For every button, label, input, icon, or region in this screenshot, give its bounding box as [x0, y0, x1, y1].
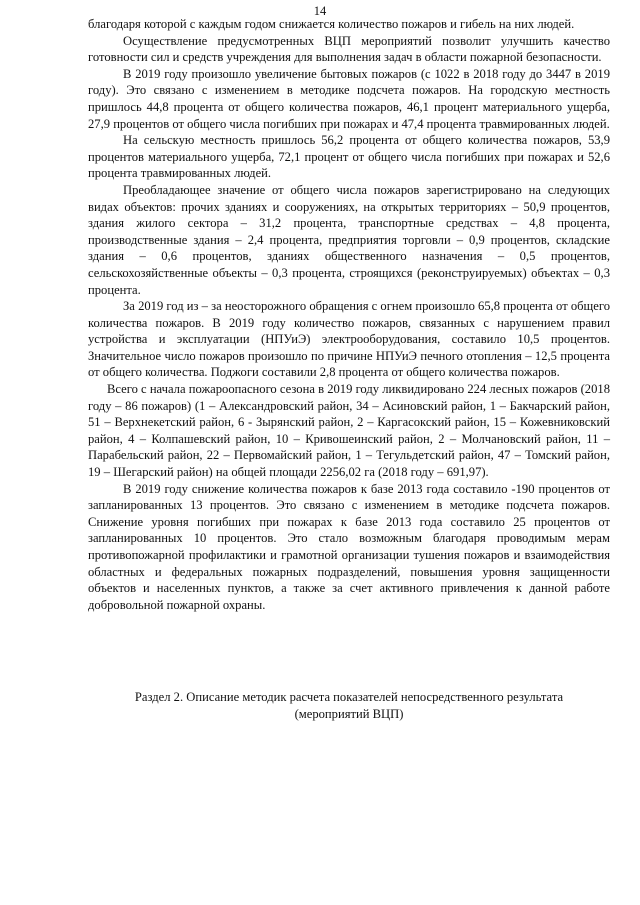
- paragraph-continuation: благодаря которой с каждым годом снижается количество пожаров и гибель на них людей.: [88, 17, 575, 31]
- paragraph-object-types: Преобладающее значение от общего числа пожаров зарегистрировано на следующих видах объектов: прочих зданиях и сооружениях, на открытых территориях – 50,9 процентов, здания жилого сектора – 31,2 процента, транспортные средствах – 4,8 процента, производственные здания – 2,4 процента, предприятия торговли – 0,9 процентов, складские здания – 0,6 процентов, зданиях общественного назначения – 0,5 процентов, сельскохозяйственные объекты – 0,3 процента, строящихся (реконструируемых) объектах – 0,3 процента.: [88, 182, 610, 297]
- body-text: [88, 16, 610, 613]
- paragraph-vcp-measures: Осуществление предусмотренных ВЦП мероприятий позволит улучшить качество готовности сил и средств учреждения для выполнения задач в области пожарной безопасности.: [88, 33, 610, 65]
- page-number: 14: [313, 4, 327, 18]
- paragraph-household-fires: В 2019 году произошло увеличение бытовых пожаров (с 1022 в 2018 году до 3447 в 2019 году). Это связано с изменением в методике подсчета пожаров. На городскую местность пришлось 44,8 процента от общего количества пожаров, 46,1 процент материального ущерба, 27,9 процентов от общего числа погибших при пожарах и 47,4 процента травмированных людей.: [88, 66, 610, 131]
- paragraph-rural-fires: На сельскую местность пришлось 56,2 процента от общего количества пожаров, 53,9 процентов материального ущерба, 72,1 процент от общего числа погибших при пожарах и 52,6 процента травмированных людей.: [88, 133, 610, 181]
- paragraph-fire-causes: За 2019 год из – за неосторожного обращения с огнем произошло 65,8 процента от общего количества пожаров. В 2019 году количество пожаров, связанных с нарушением правил устройства и эксплуатации (НПУиЭ) электрооборудования, составило 10,5 процентов. Значительное число пожаров произошло по причине НПУиЭ печного отопления – 12,5 процента от общего количества. Поджоги составили 2,8 процента от общего количества пожаров.: [88, 299, 610, 380]
- paragraph-reduction-results: В 2019 году снижение количества пожаров к базе 2013 года составило -190 процентов от запланированных 13 процентов. Это связано с изменением в методике подсчета пожаров. Снижение уровня погибших при пожарах к базе 2013 года составило 25 процентов от запланированных 10 процентов. Это стало возможным благодаря проводимым мерам противопожарной профилактики и грамотной организации тушения пожаров и взаимодействия областных и федеральных пожарных подразделений, повышения уровня защищенности объектов и населенных пунктов, а также за счет активного привлечения к данной работе добровольной пожарной охраны.: [88, 481, 610, 612]
- section-heading-subtitle: (мероприятий ВЦП): [294, 706, 404, 721]
- paragraph-forest-fires: Всего с начала пожароопасного сезона в 2019 году ликвидировано 224 лесных пожаров (2018 году – 86 пожаров) (1 – Александровский район, 34 – Асиновский район, 1 – Бакчарский район, 51 – Верхнекетский район, 6 - Зырянский район, 2 – Каргасокский район, 15 – Кожевниковский район, 4 – Колпашевский район, 10 – Кривошеинский район, 2 – Молчановский район, 11 – Парабельский район, 22 – Первомайский район, 1 – Тегульдетский район, 47 – Томский район, 19 – Шегарский район) на общей площади 2256,02 га (2018 году – 691,97).: [88, 382, 610, 480]
- section-heading: [88, 689, 610, 722]
- section-heading-title: Раздел 2. Описание методик расчета показателей непосредственного результата: [134, 690, 564, 704]
